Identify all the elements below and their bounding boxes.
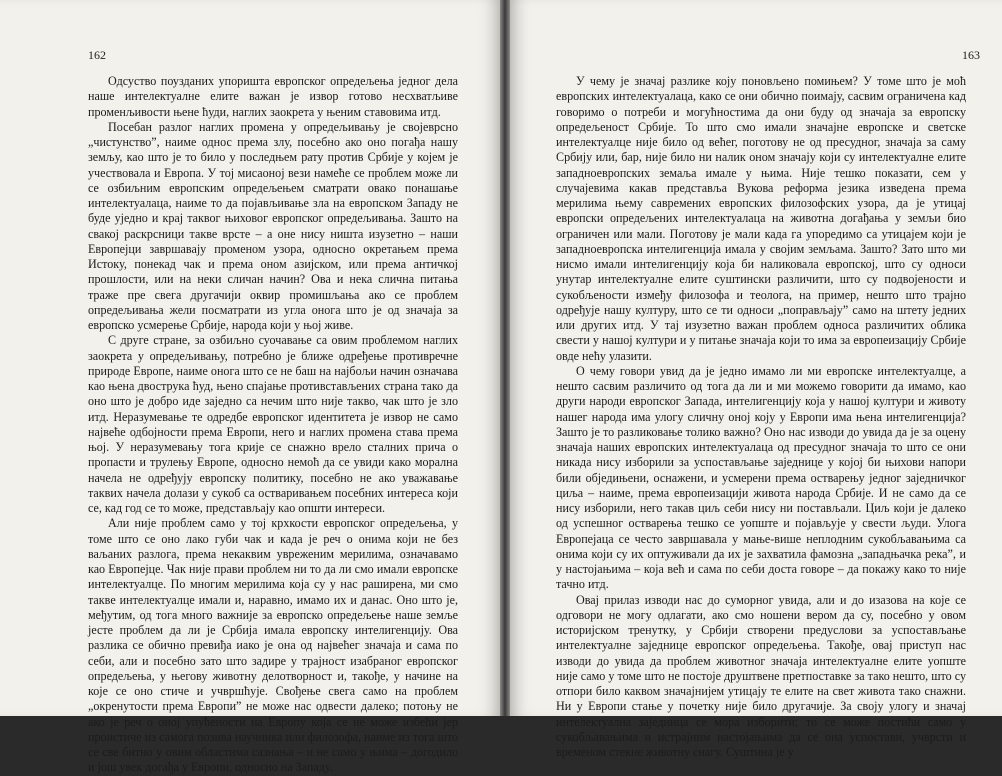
- paragraph: Одсуство поузданих упоришта европског опредељења једног дела наше интелектуалне елите важан је извор готово несхватљиве променљивости њене ћуди, наглих заокрета у њеним ставовима итд.: [88, 74, 458, 119]
- paragraph: Али није проблем само у тој крхкости европског опредељења, у томе што се оно лако губи чак и када је реч о онима који не без ваљаних разлога, према некаквим увреженим мерилима, означавамо као Европејце. Чак није прави проблем ни то да ли смо имали европске интелектуалце. По многим мерилима која су у нас раширена, ми смо такве интелектуалце имали и, наравно, имамо их и данас. Оно што је, међутим, од тога много важније за европско опредељење наше земље јесте проблем да ли је Србија имала европску интелигенцију. Ова разлика се обично превиђа иако је она од највећег значаја и сама по себи, али и посебно зато што задире у трајност изабраног европског опредељења, у његову животну делотворност и, такође, у начине на које се оно стиче и учвршћује. Свођење свега само на проблем „окренутости према Европи” не може нас одвести далеко; потоњу не ако је реч о оној упућености на Европу која се не може избећи јер проистиче из самога позива научника или филозофа, наиме из тога што се све битно у овим областима сазнања – и не само у њима – догодило и још увек догађа у Европи, односно на Западу.: [88, 516, 458, 775]
- left-page: [0, 0, 500, 775]
- paragraph: У чему је значај разлике коју поновљено помињем? У томе што је моћ европских интелектуалаца, како се они обично поимају, сасвим ограничена кад говоримо о потреби и могућностима да они буду од значаја за европску опредељеност Србије. То што смо имали значајне европске и светске интелектуалце није било од већег, поготову не од пресудног, значаја за саму Србију или, бар, није било ни налик оном значају који су интелектуалне елите западноевропских земаља имале у њима. Није тешко показати, сем у случајевима какав представља Вукова реформа језика изведена према мерилима њему савремених европских филозофских узора, да је утицај европски опредељених интелектуалаца на животна догађања у земљи био ограничен или мали. Поготову је мали када га упоредимо са утицајем који је западноевропска интелигенција имала у својим земљама. Зашто? Зато што ми нисмо имали интелигенцију која би наликовала европској, што су односи унутар интелектуалне елите суштински различити, што су подвојености и сукобљености између филозофа и теолога, на пример, нешто што трајно одређује нашу културу, што се ти односи „поправљају” само на штету једних или других итд. У тај изузетно важан проблем односа различитих облика свести у нашој култури и у питање значаја који то има за европеизацију Србије овде нећу улазити.: [556, 74, 966, 363]
- right-page-body: [556, 74, 966, 760]
- right-page: [510, 0, 1002, 759]
- paragraph: О чему говори увид да је једно имамо ли ми европске интелектуалце, а нешто сасвим различито од тога да ли и ми можемо говорити да имамо, као други народи европског Запада, интелигенцију која у нашој култури и животу нашег народа има улогу сличну оној коју у Европи има њена интелигенција? Зашто је то разликовање толико важно? Оно нас изводи до увида да је за оцену значаја наших европских интелектуалаца од пресудног значаја то што се они никада нису изборили за успостављање заједнице у којој би њихови напори били обједињени, оснажени, и усмерени према остварењу једног заједничког циља – наиме, према европеизацији живота народа Србије. И не само да се нису изборили, него такав циљ себи нису ни постављали. Циљ који је далеко од успешног остварења тешко се уопште и појављује у свести људи. Улога Европејаца се често завршавала у мање-више неплодним сукобљавањима са онима који су их оптуживали да их је захватила фамозна „западњачка река”, и у настојањима – која већ и сама по себи доста говоре – да покажу како то није тачно итд.: [556, 363, 966, 592]
- left-page-body: [88, 74, 458, 776]
- paragraph: Посебан разлог наглих промена у опредељивању је својеврсно „чистунство”, наиме однос према злу, посебно ако оно погађа нашу земљу, као што је то било у последњем рату против Србије у којем је учествовала и Европа. У тој мисаоној вези намеће се проблем може ли се озбиљним европским опредељењем сматрати овако понашање интелектуалаца, наиме то да појављивање зла на европском Западу не буде уједно и крај таквог њиховог европског опредељивања. Зашто на свакој раскрсници такве врсте – а оне нису ништа изузетно – наши Европејци завршавају променом узора, односно окретањем према Истоку, понекад чак и према оном азијском, или према античкој прошлости, или на неки сличан начин? Ова и нека слична питања траже пре свега другачији оквир промишљања ако се проблем опредељивања жели посматрати из угла онога што је од значаја за европско усмерење Србије, народа који у њој живе.: [88, 119, 458, 332]
- page-number-left: 162: [88, 48, 106, 62]
- page-number-right: 163: [962, 48, 980, 62]
- paragraph: С друге стране, за озбиљно суочавање са овим проблемом наглих заокрета у опредељивању, потребно је ближе одређење противречне природе Европе, наиме онога што се не баш на најбољи начин означава као њена двострука ћуд, њено спајање противстављених страна тако да оно што је добро иде заједно са нечим што није такво, чак што је зло итд. Неразумевање те одредбе европског идентитета је извор не само највеће одбојности према Европи, него и наглих промена става према њој. У неразумевању тога крије се снажно врело сталних прича о пропасти и трулењу Европе, односно немоћ да се увиди како морална начела не одређују европску политику, посебно не ако уважавање таквих начела долази у сукоб са остваривањем посебних интереса који се, кад год се то може, представљају као општи интереси.: [88, 333, 458, 515]
- book-gutter: [500, 0, 510, 716]
- paragraph: Овај прилаз изводи нас до суморног увида, али и до изазова на које се одговори не могу одлагати, ако смо ношени вером да су, посебно у овом историјском тренутку, у Србији створени предуслови за успостављање интелектуалне заједнице европског опредељења. Такође, овај приступ нас изводи до увида да проблем животног значаја интелектуалне елите уопште није само у томе што не постоје друштвене претпоставке за тако нешто, што су отпори било каквом значајнијем утицају те елите на свет живота тако снажни. Ни у Европи стање у почетку није било другачије. За своју улогу и значај интелектуална заједница се мора изборити; то се може постићи само у сукобљавањима и истрајним настојањима да се она успостави, учврсти и временом стекне животну снагу. Суштина је у: [556, 592, 966, 759]
